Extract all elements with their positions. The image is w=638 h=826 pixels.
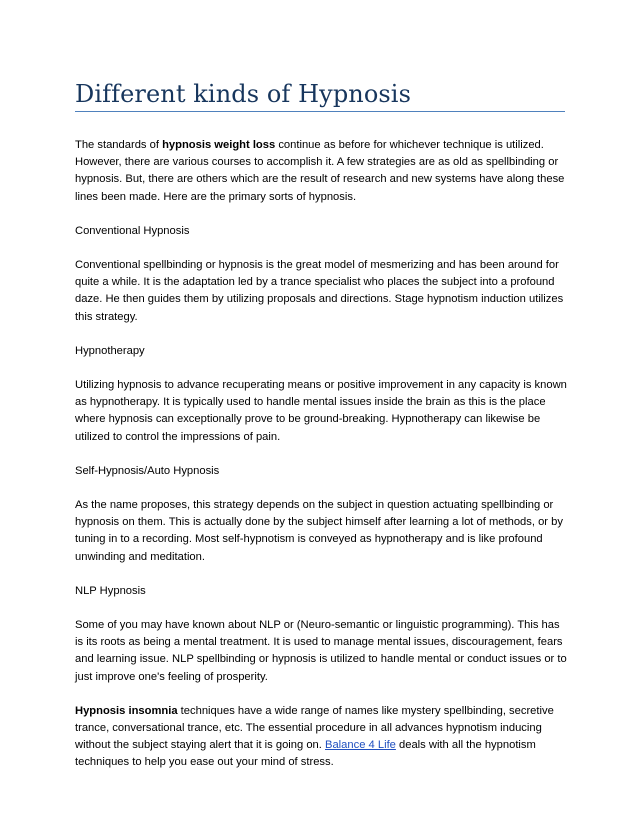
closing-text-2: deals with all the hypnotism techniques to help you ease out your mind of stress. xyxy=(75,739,536,769)
closing-keyword: Hypnosis insomnia xyxy=(75,704,178,717)
section-heading-self-hypnosis: Self-Hypnosis/Auto Hypnosis xyxy=(75,464,220,477)
intro-paragraph xyxy=(75,137,567,206)
section-body-conventional: Conventional spellbinding or hypnosis is the great model of mesmerizing and has been around for quite a while. It is the adaptation led by a trance specialist who places the subject into a profound daze. He then guides them by utilizing proposals and directions. Stage hypnotism induction utilizes this strategy. xyxy=(75,259,564,323)
section-heading-nlp: NLP Hypnosis xyxy=(75,584,146,597)
intro-keyword: hypnosis weight loss xyxy=(162,139,276,151)
intro-text-1: The standards of xyxy=(75,139,163,151)
section-body-self-hypnosis: As the name proposes, this strategy depends on the subject in question actuating spellbinding or hypnosis on them. This is actually done by the subject himself after learning a lot of methods, or by tuning in to a recording. Most self-hypnotism is conveyed as hypnotherapy and is like profound unwinding and meditation. xyxy=(75,499,563,563)
balance-4-life-link[interactable]: Balance 4 Life xyxy=(325,739,396,752)
document-body xyxy=(75,137,567,772)
intro-text-2: continue as before for whichever technique is utilized. However, there are various courses to accomplish it. A few strategies are as old as spellbinding or hypnosis. But, there are others which are the result of research and new systems have along these lines been made. Here are the primary sorts of hypnosis. xyxy=(75,139,565,203)
closing-text-1: techniques have a wide range of names like mystery spellbinding, secretive trance, conversational trance, etc. The essential procedure in all advances hypnotism inducing without the subject staying alert that it is going on. xyxy=(75,704,554,752)
section-body-hypnotherapy: Utilizing hypnosis to advance recuperating means or positive improvement in any capacity is known as hypnotherapy. It is typically used to handle mental issues inside the brain as this is the place where hypnosis can exceptionally prove to be ground-breaking. Hypnotherapy can likewise be utilized to control the impressions of pain. xyxy=(75,379,567,443)
section-heading-hypnotherapy: Hypnotherapy xyxy=(75,344,145,357)
title-underline xyxy=(75,111,565,112)
section-heading-conventional: Conventional Hypnosis xyxy=(75,224,190,237)
closing-paragraph xyxy=(75,703,567,772)
page-title: Different kinds of Hypnosis xyxy=(75,80,412,108)
section-body-nlp: Some of you may have known about NLP or (Neuro-semantic or linguistic programming). This has is its roots as being a mental treatment. It is used to manage mental issues, discouragement, fears and learning issue. NLP spellbinding or hypnosis is utilized to handle mental or conduct issues or to just improve one's feeling of prosperity. xyxy=(75,619,567,683)
